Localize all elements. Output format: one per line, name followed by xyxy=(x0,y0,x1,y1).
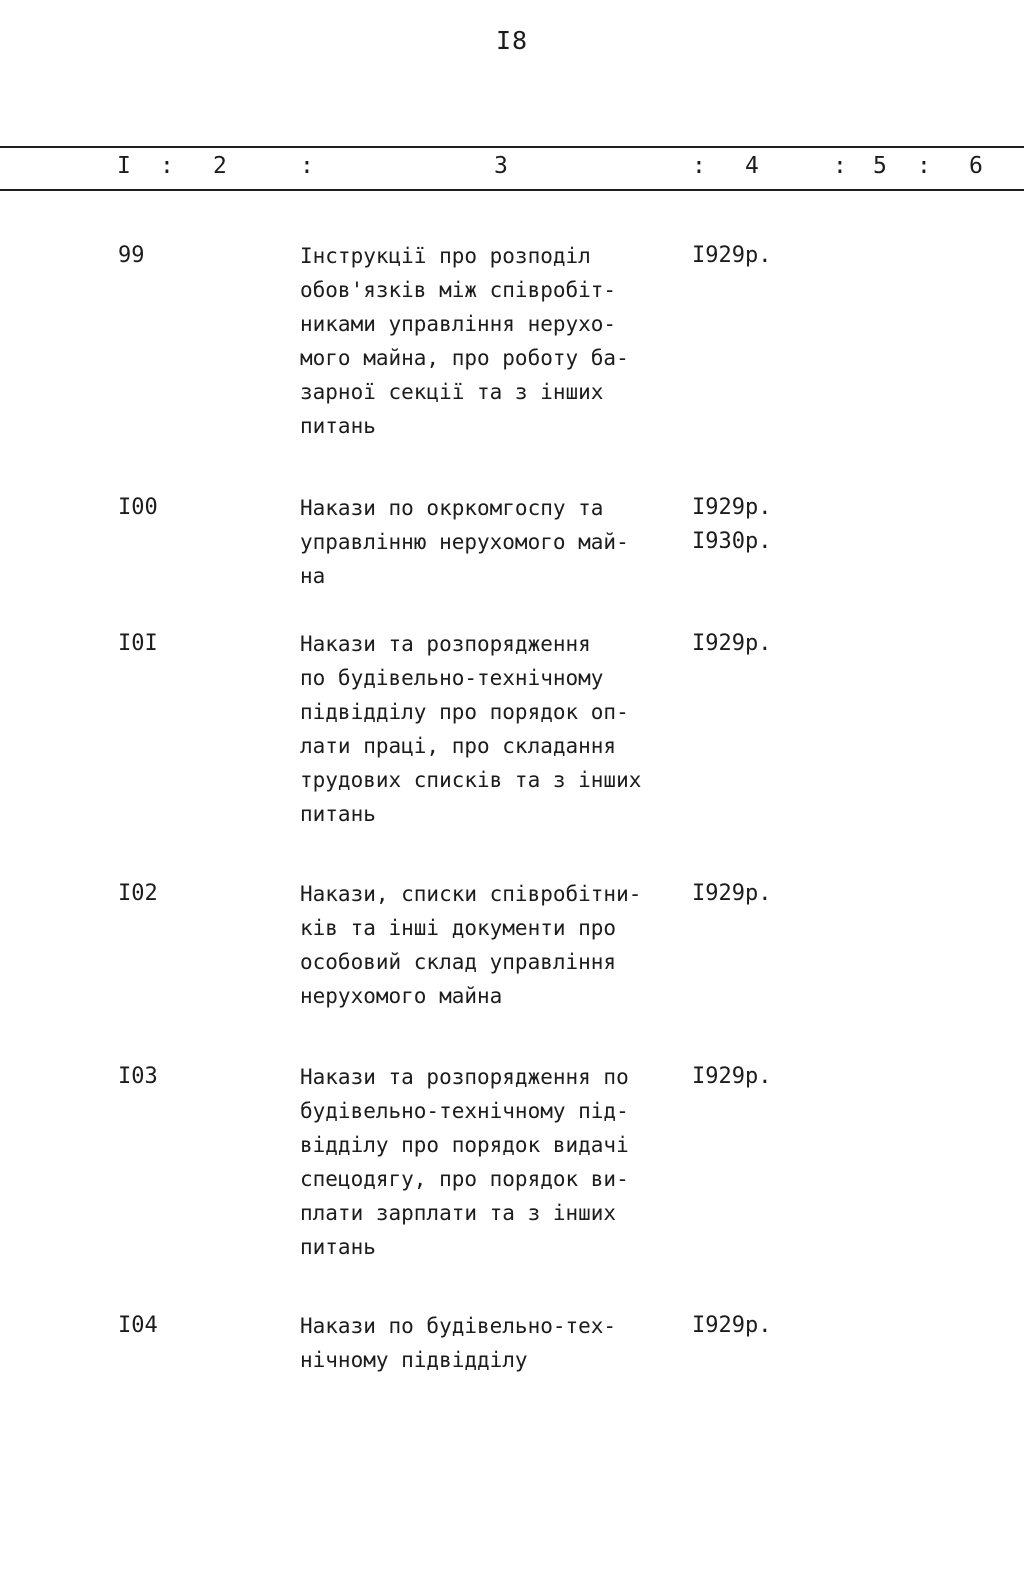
title-line: Інструкції про розподіл xyxy=(300,244,591,268)
title-line: на xyxy=(300,564,326,588)
title-line: трудових списків та з інших xyxy=(300,768,642,792)
entry-date: I929р. xyxy=(692,495,772,520)
header-rule-top xyxy=(0,146,1024,148)
entry-dates xyxy=(692,1309,771,1343)
title-line: лати праці, про складання xyxy=(300,734,617,758)
entry-number: I03 xyxy=(118,1064,158,1089)
entry-title xyxy=(300,1309,685,1377)
title-line: мого майна, про роботу ба- xyxy=(300,346,629,370)
title-line: Накази та розпорядження xyxy=(300,632,591,656)
title-line: плати зарплати та з інших xyxy=(300,1201,617,1225)
column-separator: : xyxy=(160,153,174,179)
column-separator: : xyxy=(917,153,931,179)
title-line: Накази по окркомгоспу та xyxy=(300,496,604,520)
title-line: спецодягу, про порядок ви- xyxy=(300,1167,629,1191)
title-line: по будівельно-технічному xyxy=(300,666,604,690)
entry-title xyxy=(300,877,685,1013)
entry-number: I0I xyxy=(118,631,158,656)
entry-dates xyxy=(692,627,771,661)
entry-title xyxy=(300,1060,685,1264)
column-header-6: 6 xyxy=(969,153,983,179)
title-line: управлінню нерухомого май- xyxy=(300,530,629,554)
title-line: питань xyxy=(300,1235,376,1259)
title-line: відділу про порядок видачі xyxy=(300,1133,629,1157)
entry-date: I929р. xyxy=(692,881,772,906)
entry-number: I04 xyxy=(118,1313,158,1338)
title-line: зарної секції та з інших xyxy=(300,380,604,404)
entry-number: 99 xyxy=(118,243,145,268)
column-header-3: 3 xyxy=(494,153,508,179)
entry-title xyxy=(300,491,685,593)
entry-number: I02 xyxy=(118,881,158,906)
entry-date: I929р. xyxy=(692,631,772,656)
title-line: Накази та розпорядження по xyxy=(300,1065,629,1089)
column-header-1: I xyxy=(117,153,131,179)
header-rule-bottom xyxy=(0,189,1024,191)
title-line: обов'язків між співробіт- xyxy=(300,278,617,302)
title-line: підвідділу про порядок оп- xyxy=(300,700,629,724)
entry-date: I929р. xyxy=(692,1064,772,1089)
entry-dates xyxy=(692,1060,771,1094)
title-line: нічному підвідділу xyxy=(300,1348,528,1372)
entry-dates xyxy=(692,491,771,559)
entry-title xyxy=(300,627,685,831)
title-line: никами управління нерухо- xyxy=(300,312,617,336)
entry-dates xyxy=(692,239,771,273)
title-line: ків та інші документи про xyxy=(300,916,617,940)
column-header-5: 5 xyxy=(873,153,887,179)
title-line: Накази, списки співробітни- xyxy=(300,882,642,906)
entry-date: I929р. xyxy=(692,1313,772,1338)
entry-date: I929р. xyxy=(692,243,772,268)
column-separator: : xyxy=(833,153,847,179)
entry-date: I930р. xyxy=(692,529,772,554)
title-line: нерухомого майна xyxy=(300,984,503,1008)
column-header-4: 4 xyxy=(745,153,759,179)
entry-dates xyxy=(692,877,771,911)
title-line: питань xyxy=(300,802,376,826)
title-line: будівельно-технічному під- xyxy=(300,1099,629,1123)
column-separator: : xyxy=(300,153,314,179)
title-line: Накази по будівельно-тех- xyxy=(300,1314,617,1338)
title-line: питань xyxy=(300,414,376,438)
entry-number: I00 xyxy=(118,495,158,520)
column-separator: : xyxy=(692,153,706,179)
page-number: I8 xyxy=(495,26,529,55)
entry-title xyxy=(300,239,685,443)
column-header-2: 2 xyxy=(213,153,227,179)
title-line: особовий склад управління xyxy=(300,950,617,974)
